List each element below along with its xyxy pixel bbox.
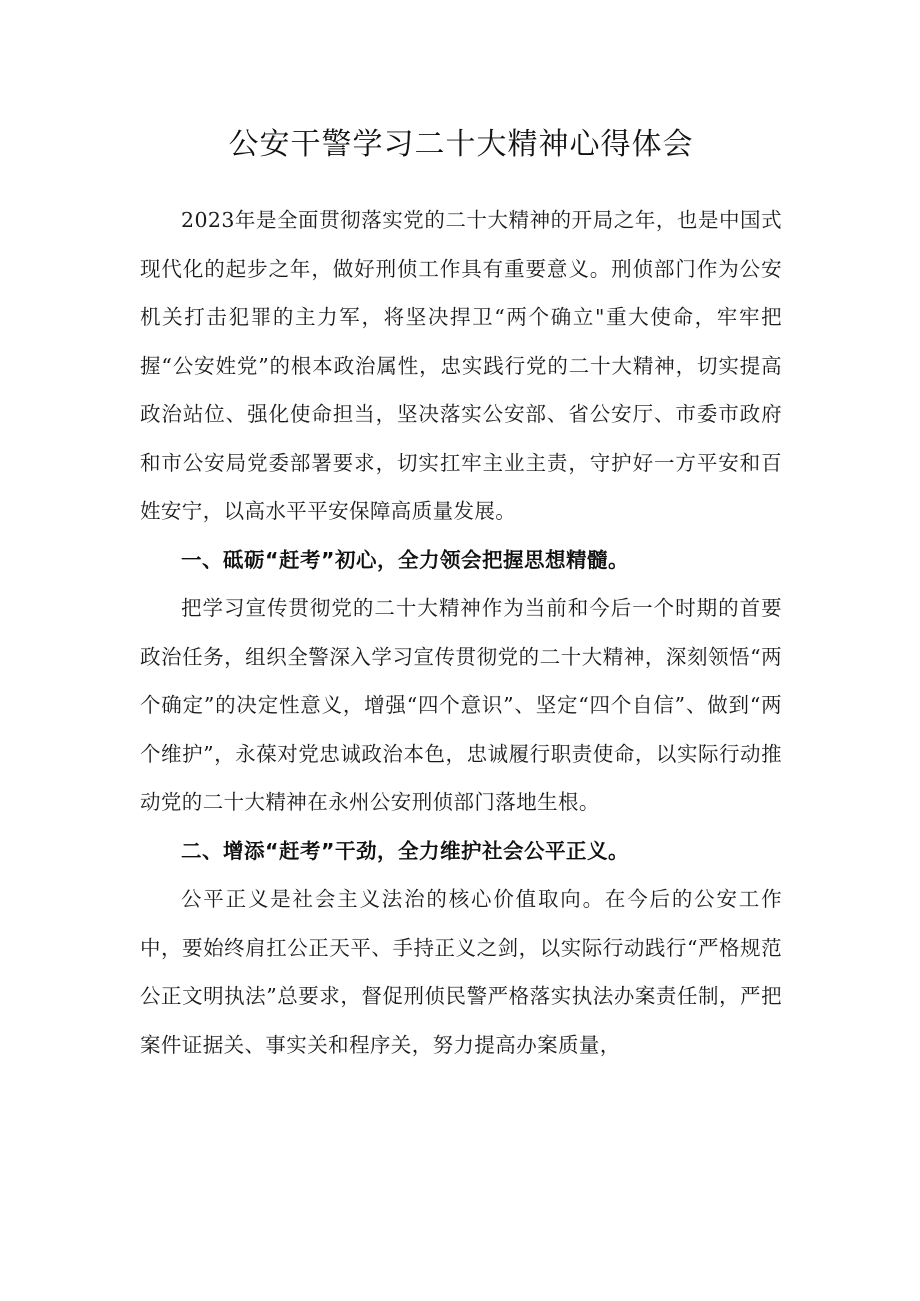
section-2-paragraph: 公平正义是社会主义法治的核心价值取向。在今后的公安工作中，要始终肩扛公正天平、手持正义之剑，以实际行动践行“严格规范公正文明执法”总要求，督促刑侦民警严格落实执法办案责任制，严把案件证据关、事实关和程序关，努力提高办案质量， <box>140 887 782 1057</box>
section-heading-2: 二、增添“赶考”干劲，全力维护社会公平正义。 <box>181 838 629 863</box>
section-heading-1: 一、砥砺“赶考”初心，全力领会把握思想精髓。 <box>181 547 629 572</box>
intro-paragraph: 2023年是全面贯彻落实党的二十大精神的开局之年，也是中国式现代化的起步之年，做好刑侦工作具有重要意义。刑侦部门作为公安机关打击犯罪的主力军，将坚决捍卫“两个确立"重大使命，牢牢把握“公安姓党”的根本政治属性，忠实践行党的二十大精神，切实提高政治站位、强化使命担当，坚决落实公安部、省公安厅、市委市政府和市公安局党委部署要求，切实扛牢主业主责，守护好一方平安和百姓安宁，以高水平平安保障高质量发展。 <box>140 208 782 523</box>
document-title: 公安干警学习二十大精神心得体会 <box>228 127 694 162</box>
document-body <box>140 116 782 1069</box>
section-1-paragraph: 把学习宣传贯彻党的二十大精神作为当前和今后一个时期的首要政治任务，组织全警深入学习宣传贯彻党的二十大精神，深刻领悟“两个确定”的决定性意义，增强“四个意识”、坚定“四个自信”、做到“两个维护”，永葆对党忠诚政治本色，忠诚履行职责使命，以实际行动推动党的二十大精神在永州公安刑侦部门落地生根。 <box>140 596 782 814</box>
